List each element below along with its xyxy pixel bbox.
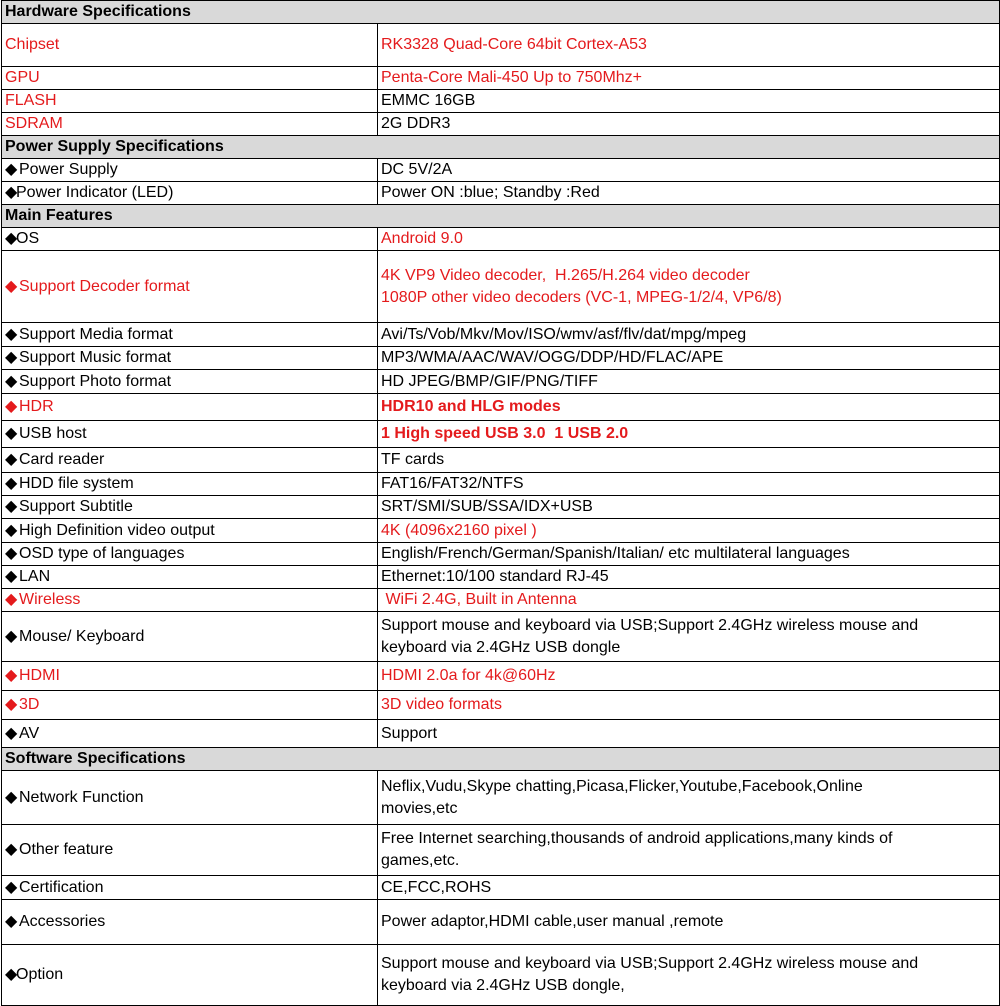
spec-value-line: Free Internet searching,thousands of android applications,many kinds of <box>381 830 893 847</box>
spec-label: Wireless <box>19 591 81 608</box>
spec-label-cell <box>2 771 378 825</box>
spec-label-cell <box>2 67 378 90</box>
spec-label-cell <box>2 720 378 748</box>
spec-value-line: Support <box>381 724 438 742</box>
spec-value-cell <box>378 691 1000 720</box>
spec-label: OS <box>16 230 40 247</box>
spec-label-cell <box>2 691 378 720</box>
section-header-main-features <box>2 205 1000 228</box>
spec-label: Support Music format <box>19 349 172 366</box>
spec-value-cell <box>378 771 1000 825</box>
spec-value-cell <box>378 370 1000 394</box>
spec-row-option <box>2 945 1000 1006</box>
diamond-bullet-icon: ◆ <box>5 568 18 585</box>
spec-row-gpu <box>2 67 1000 90</box>
spec-row-high-definition-video-output <box>2 519 1000 543</box>
spec-value-line: 4K (4096x2160 pixel ) <box>381 521 537 539</box>
spec-row-support-decoder-format <box>2 251 1000 323</box>
spec-value-line: Neflix,Vudu,Skype chatting,Picasa,Flicker,Youtube,Facebook,Online <box>381 777 863 795</box>
spec-row-hdr <box>2 394 1000 421</box>
spec-label: Other feature <box>19 841 114 858</box>
spec-value-cell <box>378 251 1000 323</box>
spec-value-cell <box>378 543 1000 566</box>
spec-label: SDRAM <box>5 115 63 132</box>
spec-row-support-subtitle <box>2 496 1000 519</box>
spec-value-cell <box>378 612 1000 662</box>
spec-value-cell <box>378 113 1000 136</box>
diamond-bullet-icon: ◆ <box>5 521 18 539</box>
spec-label-cell <box>2 612 378 662</box>
spec-label-cell <box>2 496 378 519</box>
spec-label: Support Subtitle <box>19 498 133 515</box>
spec-label: Card reader <box>19 451 105 468</box>
spec-label-cell <box>2 228 378 251</box>
spec-label-cell <box>2 24 378 67</box>
spec-value-cell <box>378 900 1000 945</box>
spec-value-cell <box>378 662 1000 691</box>
spec-value-line: 2G DDR3 <box>381 115 451 132</box>
spec-value-cell <box>378 566 1000 589</box>
spec-label: Support Decoder format <box>19 277 190 295</box>
diamond-bullet-icon: ◆ <box>5 451 18 468</box>
spec-value-line: Support mouse and keyboard via USB;Support 2.4GHz wireless mouse and <box>381 616 919 634</box>
diamond-bullet-icon: ◆ <box>5 878 18 896</box>
spec-value-line: DC 5V/2A <box>381 161 453 178</box>
spec-value-line: Power ON :blue; Standby :Red <box>381 184 600 201</box>
spec-label-cell <box>2 945 378 1006</box>
spec-row-usb-host <box>2 421 1000 448</box>
spec-value-line: WiFi 2.4G, Built in Antenna <box>381 591 577 608</box>
spec-value-line: Avi/Ts/Vob/Mkv/Mov/ISO/wmv/asf/flv/dat/mpg/mpeg <box>381 325 747 343</box>
spec-label-cell <box>2 421 378 448</box>
spec-row-3d <box>2 691 1000 720</box>
spec-label-cell <box>2 370 378 394</box>
spec-label: USB host <box>19 425 87 442</box>
spec-value-line: HD JPEG/BMP/GIF/PNG/TIFF <box>381 372 598 390</box>
spec-label: Certification <box>19 878 104 896</box>
diamond-bullet-icon: ◆ <box>5 545 18 562</box>
spec-row-sdram <box>2 113 1000 136</box>
diamond-bullet-icon: ◆ <box>5 161 18 178</box>
diamond-bullet-icon: ◆ <box>5 398 18 415</box>
spec-label-cell <box>2 113 378 136</box>
spec-value-cell <box>378 67 1000 90</box>
spec-value-cell <box>378 159 1000 182</box>
spec-label: Power Supply <box>19 161 118 178</box>
section-title: Hardware Specifications <box>2 1 1000 24</box>
spec-row-support-media-format <box>2 323 1000 347</box>
spec-label-cell <box>2 519 378 543</box>
spec-label-cell <box>2 347 378 370</box>
spec-row-accessories <box>2 900 1000 945</box>
spec-value-cell <box>378 448 1000 473</box>
spec-label: HDD file system <box>19 475 134 492</box>
section-header-software-specifications <box>2 748 1000 771</box>
spec-row-flash <box>2 90 1000 113</box>
diamond-bullet-icon: ◆ <box>5 966 18 983</box>
spec-row-wireless <box>2 589 1000 612</box>
spec-value-line: HDR10 and HLG modes <box>381 398 561 415</box>
spec-label: FLASH <box>5 92 57 109</box>
section-header-hardware-specifications <box>2 1 1000 24</box>
section-title: Power Supply Specifications <box>2 136 1000 159</box>
spec-value-cell <box>378 589 1000 612</box>
diamond-bullet-icon: ◆ <box>5 184 18 201</box>
spec-label: Accessories <box>19 913 106 930</box>
spec-value-line: RK3328 Quad-Core 64bit Cortex-A53 <box>381 36 647 53</box>
spec-value-line: 4K VP9 Video decoder, H.265/H.264 video decoder <box>381 266 750 284</box>
spec-label-cell <box>2 473 378 496</box>
spec-label-cell <box>2 566 378 589</box>
spec-value-cell <box>378 421 1000 448</box>
spec-value-line: HDMI 2.0a for 4k@60Hz <box>381 667 556 684</box>
spec-label: GPU <box>5 69 40 86</box>
spec-label: OSD type of languages <box>19 545 185 562</box>
spec-row-osd-type-of-languages <box>2 543 1000 566</box>
spec-row-support-photo-format <box>2 370 1000 394</box>
spec-value-line: keyboard via 2.4GHz USB dongle <box>381 638 621 656</box>
spec-table-body <box>2 1 1000 1006</box>
spec-row-network-function <box>2 771 1000 825</box>
spec-label-cell <box>2 394 378 421</box>
spec-value-line: 1080P other video decoders (VC-1, MPEG-1/2/4, VP6/8) <box>381 288 782 306</box>
spec-row-av <box>2 720 1000 748</box>
spec-row-card-reader <box>2 448 1000 473</box>
spec-label: LAN <box>19 568 51 585</box>
diamond-bullet-icon: ◆ <box>5 627 18 645</box>
spec-label-cell <box>2 662 378 691</box>
spec-value-line: EMMC 16GB <box>381 92 476 109</box>
spec-label: Chipset <box>5 36 60 53</box>
spec-value-line: English/French/German/Spanish/Italian/ etc multilateral languages <box>381 545 850 562</box>
diamond-bullet-icon: ◆ <box>5 913 18 930</box>
diamond-bullet-icon: ◆ <box>5 349 18 366</box>
diamond-bullet-icon: ◆ <box>5 724 18 742</box>
spec-label-cell <box>2 900 378 945</box>
diamond-bullet-icon: ◆ <box>5 277 18 295</box>
spec-label-cell <box>2 182 378 205</box>
spec-row-os <box>2 228 1000 251</box>
spec-value-cell <box>378 496 1000 519</box>
spec-value-line: games,etc. <box>381 852 460 869</box>
diamond-bullet-icon: ◆ <box>5 696 18 713</box>
spec-value-line: SRT/SMI/SUB/SSA/IDX+USB <box>381 498 593 515</box>
spec-value-cell <box>378 347 1000 370</box>
spec-value-cell <box>378 876 1000 900</box>
spec-label-cell <box>2 543 378 566</box>
spec-label: Option <box>16 966 64 983</box>
diamond-bullet-icon: ◆ <box>5 230 18 247</box>
spec-value-cell <box>378 720 1000 748</box>
spec-label: Support Photo format <box>19 372 172 390</box>
diamond-bullet-icon: ◆ <box>5 325 18 343</box>
spec-value-cell <box>378 473 1000 496</box>
diamond-bullet-icon: ◆ <box>5 475 18 492</box>
section-header-power-supply-specifications <box>2 136 1000 159</box>
spec-label-cell <box>2 159 378 182</box>
spec-label: Support Media format <box>19 325 173 343</box>
spec-value-cell <box>378 228 1000 251</box>
diamond-bullet-icon: ◆ <box>5 498 18 515</box>
spec-value-cell <box>378 945 1000 1006</box>
spec-value-cell <box>378 394 1000 421</box>
diamond-bullet-icon: ◆ <box>5 788 18 806</box>
diamond-bullet-icon: ◆ <box>5 425 18 442</box>
diamond-bullet-icon: ◆ <box>5 372 18 390</box>
spec-label-cell <box>2 90 378 113</box>
spec-label-cell <box>2 589 378 612</box>
spec-label-cell <box>2 825 378 876</box>
spec-value-cell <box>378 323 1000 347</box>
spec-value-line: movies,etc <box>381 799 458 817</box>
spec-value-line: CE,FCC,ROHS <box>381 878 492 896</box>
spec-label-cell <box>2 323 378 347</box>
spec-label-cell <box>2 876 378 900</box>
spec-value-line: Penta-Core Mali-450 Up to 750Mhz+ <box>381 69 643 86</box>
spec-label: HDR <box>19 398 54 415</box>
spec-row-support-music-format <box>2 347 1000 370</box>
spec-value-line: Support mouse and keyboard via USB;Support 2.4GHz wireless mouse and <box>381 955 919 972</box>
spec-value-cell <box>378 182 1000 205</box>
diamond-bullet-icon: ◆ <box>5 591 18 608</box>
spec-value-line: Ethernet:10/100 standard RJ-45 <box>381 568 609 585</box>
spec-value-line: Power adaptor,HDMI cable,user manual ,remote <box>381 913 724 930</box>
diamond-bullet-icon: ◆ <box>5 841 18 858</box>
spec-value-cell <box>378 24 1000 67</box>
spec-row-lan <box>2 566 1000 589</box>
diamond-bullet-icon: ◆ <box>5 667 18 684</box>
spec-value-line: 1 High speed USB 3.0 1 USB 2.0 <box>381 425 629 442</box>
section-title: Software Specifications <box>2 748 1000 771</box>
spec-value-line: MP3/WMA/AAC/WAV/OGG/DDP/HD/FLAC/APE <box>381 349 724 366</box>
spec-value-line: TF cards <box>381 451 445 468</box>
spec-label-cell <box>2 251 378 323</box>
spec-row-certification <box>2 876 1000 900</box>
spec-label: AV <box>19 724 40 742</box>
spec-value-line: FAT16/FAT32/NTFS <box>381 475 524 492</box>
spec-row-hdd-file-system <box>2 473 1000 496</box>
spec-value-cell <box>378 90 1000 113</box>
spec-row-hdmi <box>2 662 1000 691</box>
spec-label-cell <box>2 448 378 473</box>
spec-value-line: keyboard via 2.4GHz USB dongle, <box>381 977 625 994</box>
spec-label: Network Function <box>19 788 144 806</box>
spec-value-cell <box>378 519 1000 543</box>
spec-value-cell <box>378 825 1000 876</box>
spec-value-line: Android 9.0 <box>381 230 463 247</box>
section-title: Main Features <box>2 205 1000 228</box>
spec-row-other-feature <box>2 825 1000 876</box>
spec-value-line: 3D video formats <box>381 696 502 713</box>
spec-label: Power Indicator (LED) <box>16 184 174 201</box>
spec-row-power-supply <box>2 159 1000 182</box>
spec-row-mouse-keyboard <box>2 612 1000 662</box>
spec-row-power-indicator-led <box>2 182 1000 205</box>
spec-label: 3D <box>19 696 40 713</box>
hardware-spec-table <box>1 0 1000 1006</box>
spec-label: HDMI <box>19 667 60 684</box>
spec-label: High Definition video output <box>19 521 215 539</box>
spec-label: Mouse/ Keyboard <box>19 627 145 645</box>
spec-row-chipset <box>2 24 1000 67</box>
